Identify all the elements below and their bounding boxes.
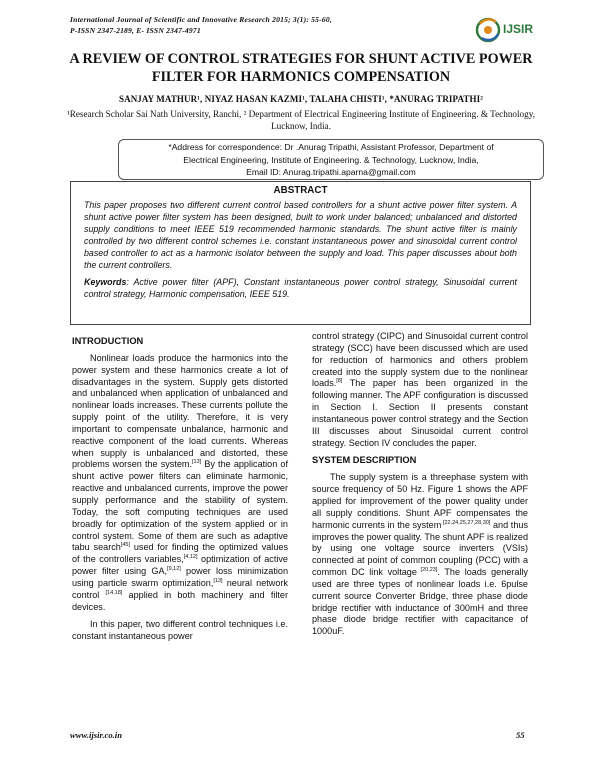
journal-header <box>70 14 332 36</box>
introduction-heading: INTRODUCTION <box>72 336 144 346</box>
correspondence-box <box>118 139 544 180</box>
keywords-label: Keywords <box>84 277 127 287</box>
system-description-paragraph: The supply system is a threephase system with source frequency of 50 Hz. Figure 1 shows the APF applied for improvement of the power quality under all supply conditions. Shunt APF compensates the harmonic currents in the system [22,24,25,27,28,30] and thus improves the power quality. The shunt APF is realized by using one voltage source inverters (VSIs) connected at point of common coupling (PCC) with a common DC link voltage [20,23]. The loads generally used are three types of nonlinear loads i.e. 6pulse current source Converter Bridge, three phase diode bridge rectifier with inductance of 300mH and three phase diode bridge rectifier with capacitance of 1000uF. <box>312 472 528 637</box>
footer-website: www.ijsir.co.in <box>70 730 122 740</box>
correspondence-email: Email ID: Anurag.tripathi.aparna@gmail.com <box>246 167 416 177</box>
author-list: SANJAY MATHUR¹, NIYAZ HASAN KAZMI¹, TALAHA CHISTI¹, *ANURAG TRIPATHI² <box>119 94 483 104</box>
correspondence-line: Electrical Engineering, Institute of Engineering. & Technology, Lucknow, India, <box>183 154 479 165</box>
keywords <box>84 276 517 300</box>
journal-citation: International Journal of Scientific and Innovative Research 2015; 3(1): 55-60, <box>70 15 332 24</box>
keywords-text: : Active power filter (APF), Constant instantaneous power control strategy, Sinusoidal current control strategy, Harmonic compensation, IEEE 519. <box>84 277 517 299</box>
introduction-continued: control strategy (CIPC) and Sinusoidal current control strategy (SCC) have been discussed which are used for reduction of harmonics and others problem created into the supply system due to the nonlinear loads.[8] The paper has been organized in the following manner. The APF configuration is discussed in Section I. Section II presents constant instantaneous power control strategy and the Section III discusses about Sinusoidal current control strategy. Section IV concludes the paper. <box>312 331 528 448</box>
page-number: 55 <box>516 730 525 740</box>
correspondence-line: *Address for correspondence: Dr .Anurag Tripathi, Assistant Professor, Department of <box>168 142 494 152</box>
logo-text: IJSIR <box>503 22 534 36</box>
affiliations: ¹Research Scholar Sai Nath University, Ranchi, ² Department of Electrical Engineering Institute of Engineering. & Technology, Lucknow, India. <box>66 109 536 131</box>
abstract-box <box>70 181 531 325</box>
paper-title: A REVIEW OF CONTROL STRATEGIES FOR SHUNT ACTIVE POWER FILTER FOR HARMONICS COMPENSATION <box>69 51 533 85</box>
introduction-paragraph: Nonlinear loads produce the harmonics into the power system and these harmonics create a lot of disadvantages in the system. Supply gets distorted and unbalanced when application of unbalanced and nonlinear loads increases. These currents pollute the supply point of the utility. Therefore, it is very important to compensate unbalance, harmonic and reactive component of the load currents. Whereas when supply is unbalanced and distorted, these problems worsen the system.[13] By the application of shunt active power filters can eliminate harmonic, reactive and unbalanced currents, improve the power supply performance and the stability of system. Today, the soft computing techniques are used broadly for optimization of the system applied or in control system. Some of them are such as adaptive tabu search[45] used for finding the optimized values of the controllers variables,[4,12] optimization of active power filter using GA,[9,12] power loss minimization using particle swarm optimization,[13] neural network control [14,18] applied in both machinery and filter devices. <box>72 352 288 612</box>
system-description-heading: SYSTEM DESCRIPTION <box>312 455 417 466</box>
abstract-text: This paper proposes two different current control based controllers for a shunt active power filter system. A shunt active power filter system has been designed, built to work under balanced; unbalanced and distorted supply conditions to meet IEEE 519 recommended harmonic standards. The shunt active filter is mainly controlled by two different control schemes i.e. constant instantaneous power and sinusoidal current control based controller to act as a harmonic isolator between the supply and load. This paper discusses about both the current controllers. <box>84 200 517 270</box>
introduction-paragraph: In this paper, two different control techniques i.e. constant instantaneous power <box>72 619 288 642</box>
journal-issn: P-ISSN 2347-2189, E- ISSN 2347-4971 <box>70 26 201 35</box>
left-column <box>72 336 288 649</box>
right-column <box>312 331 528 644</box>
abstract-heading: ABSTRACT <box>273 185 328 196</box>
